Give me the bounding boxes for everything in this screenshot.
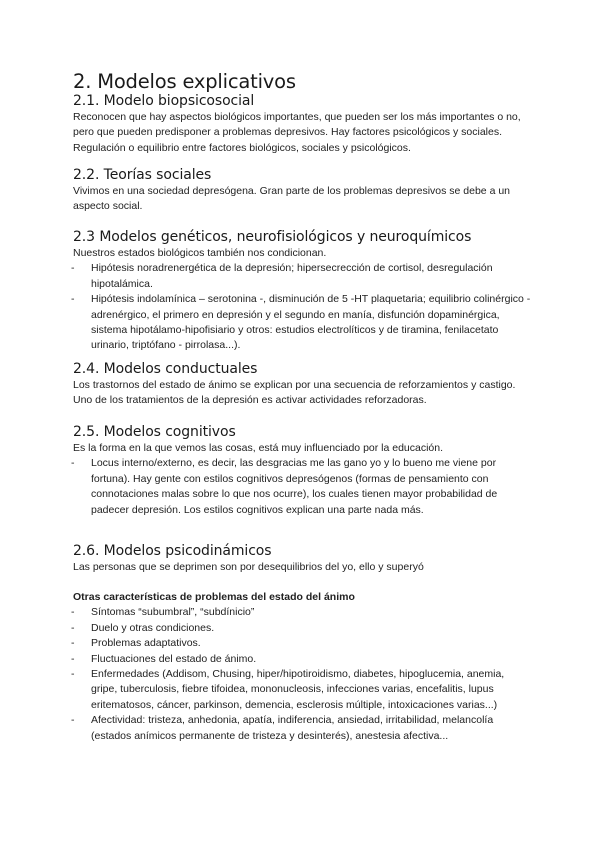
section-paragraph: Las personas que se deprimen son por desequilibrios del yo, ello y superyó [73, 561, 424, 573]
section-heading: Otras características de problemas del estado del ánimo [73, 591, 355, 603]
section-paragraph: Vivimos en una sociedad depresógena. Gran parte de los problemas depresivos se debe a un aspecto social. [73, 185, 511, 213]
list-item: - Fluctuaciones del estado de ánimo. [71, 652, 257, 665]
list-item: - Problemas adaptativos. [71, 637, 201, 650]
list-item: - Hipótesis indolamínica – serotonina -, disminución de 5 -HT plaquetaria; equilibrio colinérgico - adrenérgico, el primero en depresión y el segundo en manía, disfunción dopaminérgica, sistema hipotálamo-hipofisiario y otros: estudios electrolíticos y de tiramina, fenilacetato urinario, triptófano - pirrolasa...). [71, 293, 531, 352]
list-item: - Locus interno/externo, es decir, las desgracias me las gano yo y lo bueno me viene por fortuna). Hay gente con estilos cognitivos depresógenos (formas de pensamiento con connotaciones malas sobre lo que nos ocurre), los cuales tienen mayor probabilidad de padecer depresión. Los estilos cognitivos explican una parte nada más. [71, 457, 498, 516]
section-modelos-conductuales [73, 361, 531, 409]
section-heading: 2.5. Modelos cognitivos [73, 424, 236, 440]
section-paragraph: Reconocen que hay aspectos biológicos importantes, que pueden ser los más importantes o no, pero que pueden predisponer a problemas depresivos. Hay factores psicológicos y sociales. Regulación o equilibrio entre factores biológicos, sociales y psicológicos. [73, 111, 521, 154]
section-modelos-cognitivos [73, 424, 531, 518]
section-paragraph: Los trastornos del estado de ánimo se explican por una secuencia de reforzamientos y castigo. Uno de los tratamientos de la depresión es activar actividades reforzadoras. [73, 379, 516, 407]
section-modelos-geneticos [73, 229, 531, 354]
list-item: - Duelo y otras condiciones. [71, 621, 215, 634]
section-heading: 2.3 Modelos genéticos, neurofisiológicos y neuroquímicos [73, 229, 472, 245]
bullet-list [73, 605, 531, 744]
section-paragraph: Nuestros estados biológicos también nos condicionan. [73, 247, 327, 259]
section-paragraph: Es la forma en la que vemos las cosas, está muy influenciado por la educación. [73, 442, 444, 454]
section-heading: 2.6. Modelos psicodinámicos [73, 543, 272, 559]
list-item: - Hipótesis noradrenergética de la depresión; hipersecrección de cortisol, desregulación hipotalámica. [71, 262, 493, 290]
section-heading: 2.2. Teorías sociales [73, 167, 212, 183]
section-heading: 2.1. Modelo biopsicosocial [73, 93, 255, 109]
section-otras-caracteristicas [73, 590, 531, 744]
page-title: 2. Modelos explicativos [73, 70, 296, 93]
section-heading: 2.4. Modelos conductuales [73, 361, 258, 377]
list-item: - Enfermedades (Addisom, Chusing, hiper/hipotiroidismo, diabetes, hipoglucemia, anemia, gripe, tuberculosis, fiebre tifoidea, mononucleosis, infecciones varias, encefalitis, lupus eritematosos, cáncer, parkinson, demencia, esclerosis múltiple, intoxicaciones varias...) [71, 668, 505, 711]
list-item: - Afectividad: tristeza, anhedonia, apatía, indiferencia, ansiedad, irritabilidad, melancolía (estados anímicos permanente de tristeza y desinterés), anestesia afectiva... [71, 714, 494, 742]
list-item: - Síntomas “subumbral”, “subdínicio” [71, 606, 255, 619]
bullet-list [73, 261, 531, 353]
section-modelos-psicodinamicos [73, 543, 531, 575]
section-biopsicosocial [73, 93, 531, 156]
section-teorias-sociales [73, 167, 531, 215]
bullet-list [73, 456, 531, 518]
